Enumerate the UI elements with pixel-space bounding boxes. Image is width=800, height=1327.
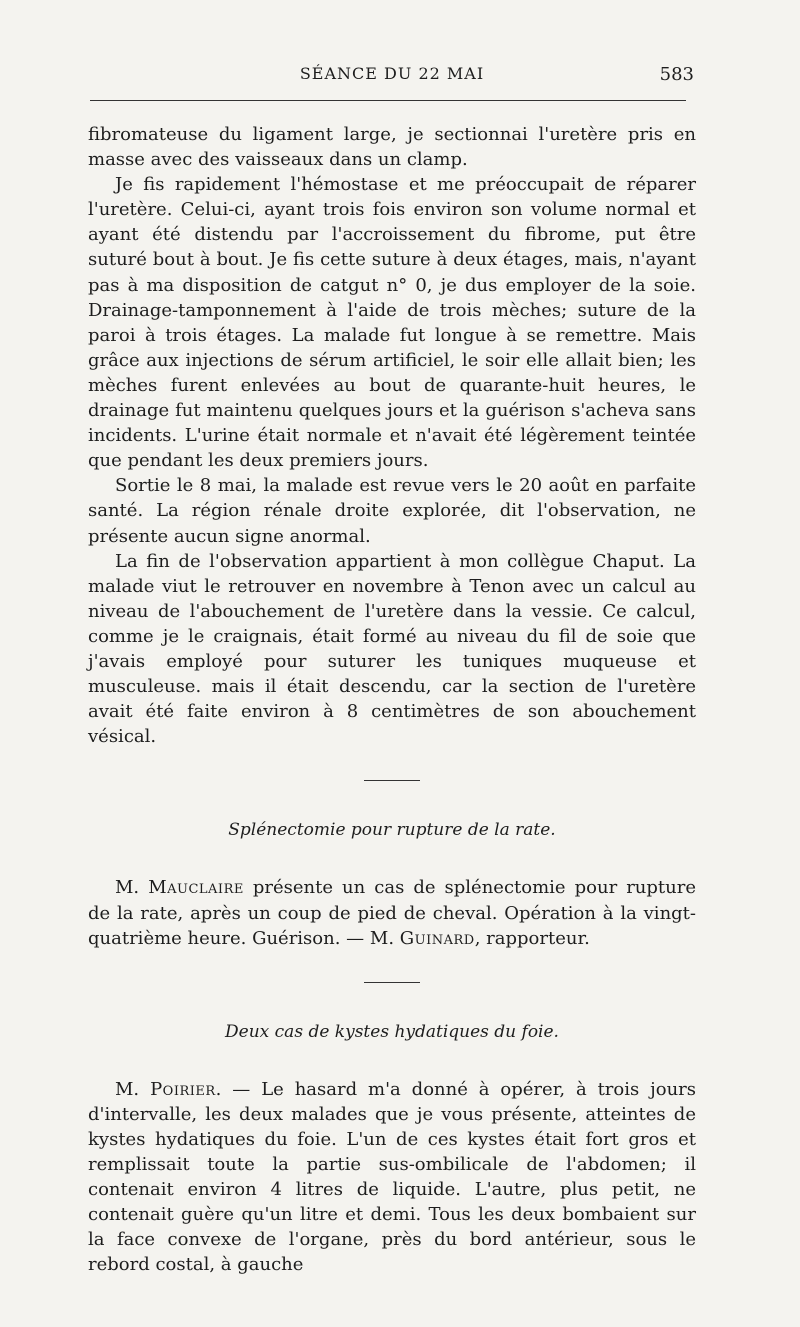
paragraph-discharge: Sortie le 8 mai, la malade est revue vers le 20 août en parfaite santé. La région rénale droite explorée, dit l'observation, ne présente aucun signe anormal.	[88, 475, 696, 547]
paragraph-text-end: , rapporteur.	[474, 927, 590, 949]
speaker-prefix: M.	[115, 877, 149, 899]
paragraph-text: . — Le hasard m'a donné à opérer, à trois jours d'intervalle, les deux malades que je vous présente, atteintes de kystes hydatiques du foie. L'un de ces kystes était fort gros et remplissait toute la partie sus-ombilicale de l'abdomen; il contenait environ 4 litres de liquide. L'autre, plus petit, ne contenait guère qu'un litre et demi. Tous les deux bombaient sur la face convexe de l'organe, près du bord antérieur, sous le rebord costal, à gauche	[88, 1078, 697, 1276]
paragraph-observation-end: La fin de l'observation appartient à mon collègue Chaput. La malade viut le retrouver en novembre à Tenon avec un calcul au niveau de l'abouchement de l'uretère dans la vessie. Ce calcul, comme je le craignais, était formé au niveau du fil de soie que j'avais employé pour suturer les tuniques muqueuse et musculeuse. mais il était descendu, car la section de l'uretère avait été faite environ à 8 centimètres de son abouchement vésical.	[88, 550, 696, 748]
section-title-kystes: Deux cas de kystes hydatiques du foie.	[225, 1021, 559, 1042]
paragraph-text: présente un cas de splénectomie pour rupture de la rate, après un coup de pied de cheval. Opération à la vingt-quatrième heure. Guérison. — M.	[88, 877, 697, 949]
running-head-title: SÉANCE DU 22 MAI	[299, 64, 485, 83]
page-number: 583	[659, 64, 694, 85]
speaker-name: Mauclaire	[148, 877, 244, 899]
body-text	[88, 122, 696, 1278]
speaker-name: Poirier	[150, 1078, 216, 1100]
section-title-splenectomie: Splénectomie pour rupture de la rate.	[228, 820, 556, 841]
paragraph-mauclaire	[88, 875, 696, 950]
header-rule	[90, 100, 686, 101]
reporter-name: Guinard	[399, 927, 475, 949]
paragraph-surgery: Je fis rapidement l'hémostase et me préoccupait de réparer l'uretère. Celui-ci, ayant trois fois environ son volume normal et ayant été distendu par l'accroissement du fibrome, put être suturé bout à bout. Je fis cette suture à deux étages, mais, n'ayant pas à ma disposition de catgut n° 0, je dus employer de la soie. Drainage-tamponnement à l'aide de trois mèches; suture de la paroi à trois étages. La malade fut longue à se remettre. Mais grâce aux injections de sérum artificiel, le soir elle allait bien; les mèches furent enlevées au bout de quarante-huit heures, le drainage fut maintenu quelques jours et la guérison s'acheva sans incidents. L'urine était normale et n'avait été légèrement teintée que pendant les deux premiers jours.	[88, 174, 696, 472]
speaker-prefix: M.	[115, 1078, 151, 1100]
paragraph-poirier	[88, 1077, 696, 1278]
paragraph-continuation: fibromateuse du ligament large, je sectionnai l'uretère pris en masse avec des vaisseaux dans un clamp.	[88, 124, 696, 171]
running-head	[90, 64, 694, 88]
